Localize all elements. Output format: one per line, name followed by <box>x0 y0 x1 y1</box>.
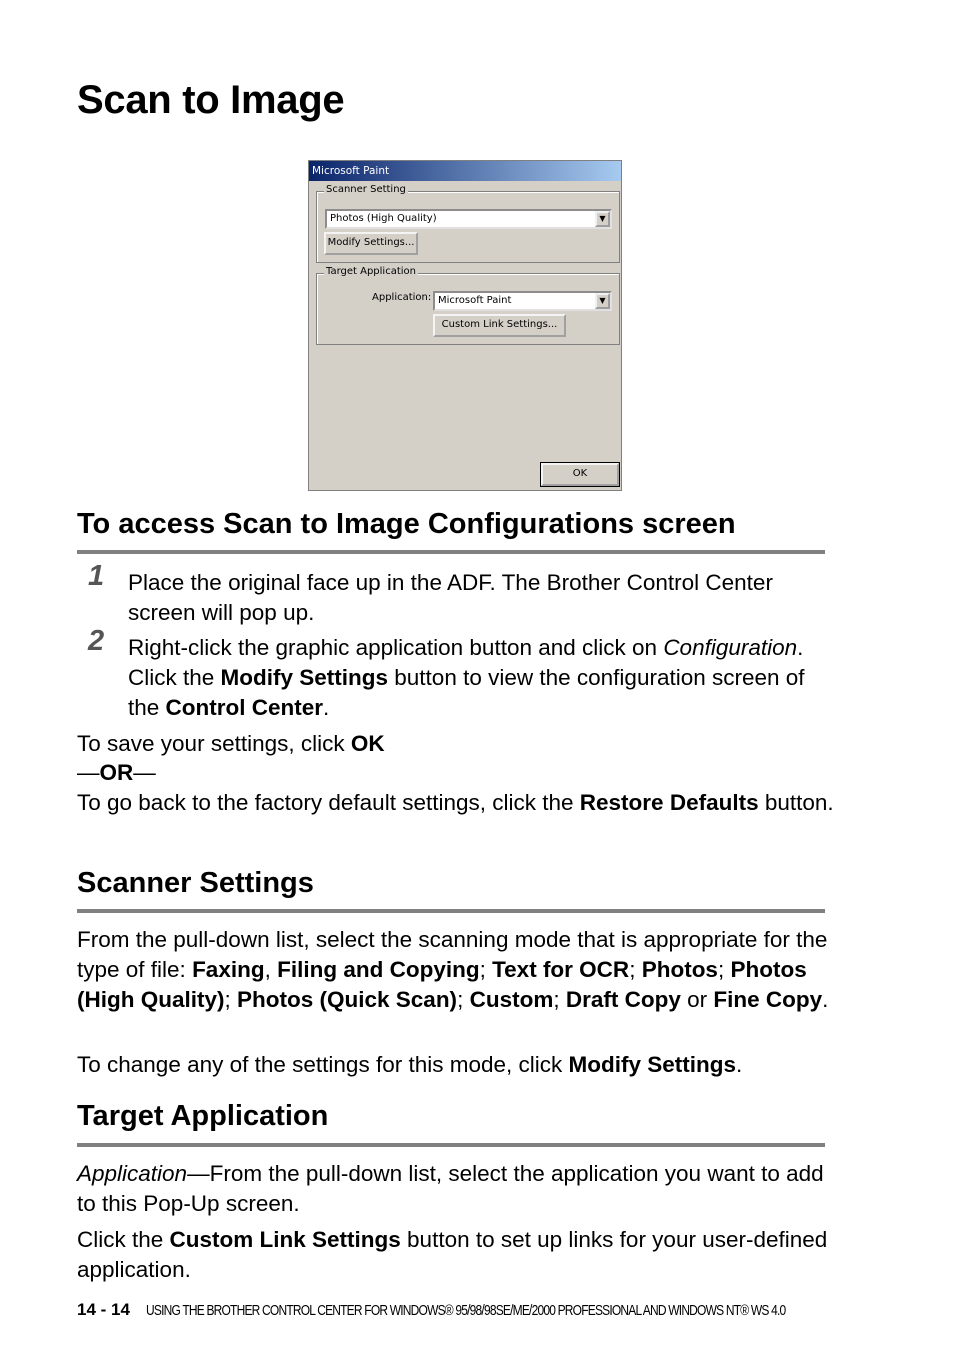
scanner-paragraph: From the pull-down list, select the scanning mode that is appropriate for the type of file: Faxing, Filing and Copying; Text for OCR; Photos; Photos (High Quality); Photos (Quick Scan); Custom; Draft Copy or Fine Copy. <box>77 927 829 1012</box>
section-rule <box>77 550 825 554</box>
section-rule <box>77 1143 825 1147</box>
application-value: Microsoft Paint <box>438 295 512 306</box>
step-text: Place the original face up in the ADF. The Brother Control Center screen will pop up. <box>128 570 773 625</box>
modify-paragraph: To change any of the settings for this mode, click Modify Settings. <box>77 1052 743 1077</box>
section-heading-scanner: Scanner Settings <box>77 867 314 899</box>
microsoft-paint-dialog <box>308 160 622 491</box>
scanner-setting-value: Photos (High Quality) <box>330 213 437 224</box>
step-text: Right-click the graphic application button and click on Configuration. Click the Modify Settings button to view the configuration screen of the Control Center. <box>128 635 805 720</box>
page-title: Scan to Image <box>77 78 345 122</box>
page-number: 14 - 14 <box>77 1300 130 1319</box>
save-paragraph: To save your settings, click OK <box>77 731 385 756</box>
dialog-title: Microsoft Paint <box>309 161 621 181</box>
ok-button[interactable]: OK <box>541 463 619 486</box>
chevron-down-icon[interactable]: ▼ <box>595 293 610 309</box>
scanner-setting-group <box>316 184 620 263</box>
footer-text: USING THE BROTHER CONTROL CENTER FOR WINDOWS® 95/98/98SE/ME/2000 PROFESSIONAL AND WINDOWS NT® WS 4.0 <box>145 1302 786 1319</box>
application-select[interactable] <box>433 291 612 311</box>
step-number: 1 <box>88 560 105 592</box>
target-application-legend: Target Application <box>326 266 416 277</box>
modify-settings-button[interactable]: Modify Settings... <box>324 232 418 255</box>
target-application-group <box>316 266 620 345</box>
scanner-setting-select[interactable] <box>325 209 612 229</box>
custom-link-settings-button[interactable]: Custom Link Settings... <box>433 314 566 337</box>
restore-paragraph: To go back to the factory default settings, click the Restore Defaults button. <box>77 790 834 815</box>
section-heading-target: Target Application <box>77 1100 329 1132</box>
custom-link-paragraph: Click the Custom Link Settings button to set up links for your user-defined application. <box>77 1227 828 1282</box>
application-paragraph: Application—From the pull-down list, select the application you want to add to this Pop-Up screen. <box>77 1161 824 1216</box>
page-footer <box>77 1300 945 1320</box>
step-number: 2 <box>88 625 105 657</box>
section-heading-access: To access Scan to Image Configurations screen <box>77 508 736 540</box>
chevron-down-icon[interactable]: ▼ <box>595 211 610 227</box>
scanner-setting-legend: Scanner Setting <box>326 184 406 195</box>
or-separator: —OR— <box>77 760 156 785</box>
application-label: Application: <box>372 292 432 303</box>
section-rule <box>77 909 825 913</box>
